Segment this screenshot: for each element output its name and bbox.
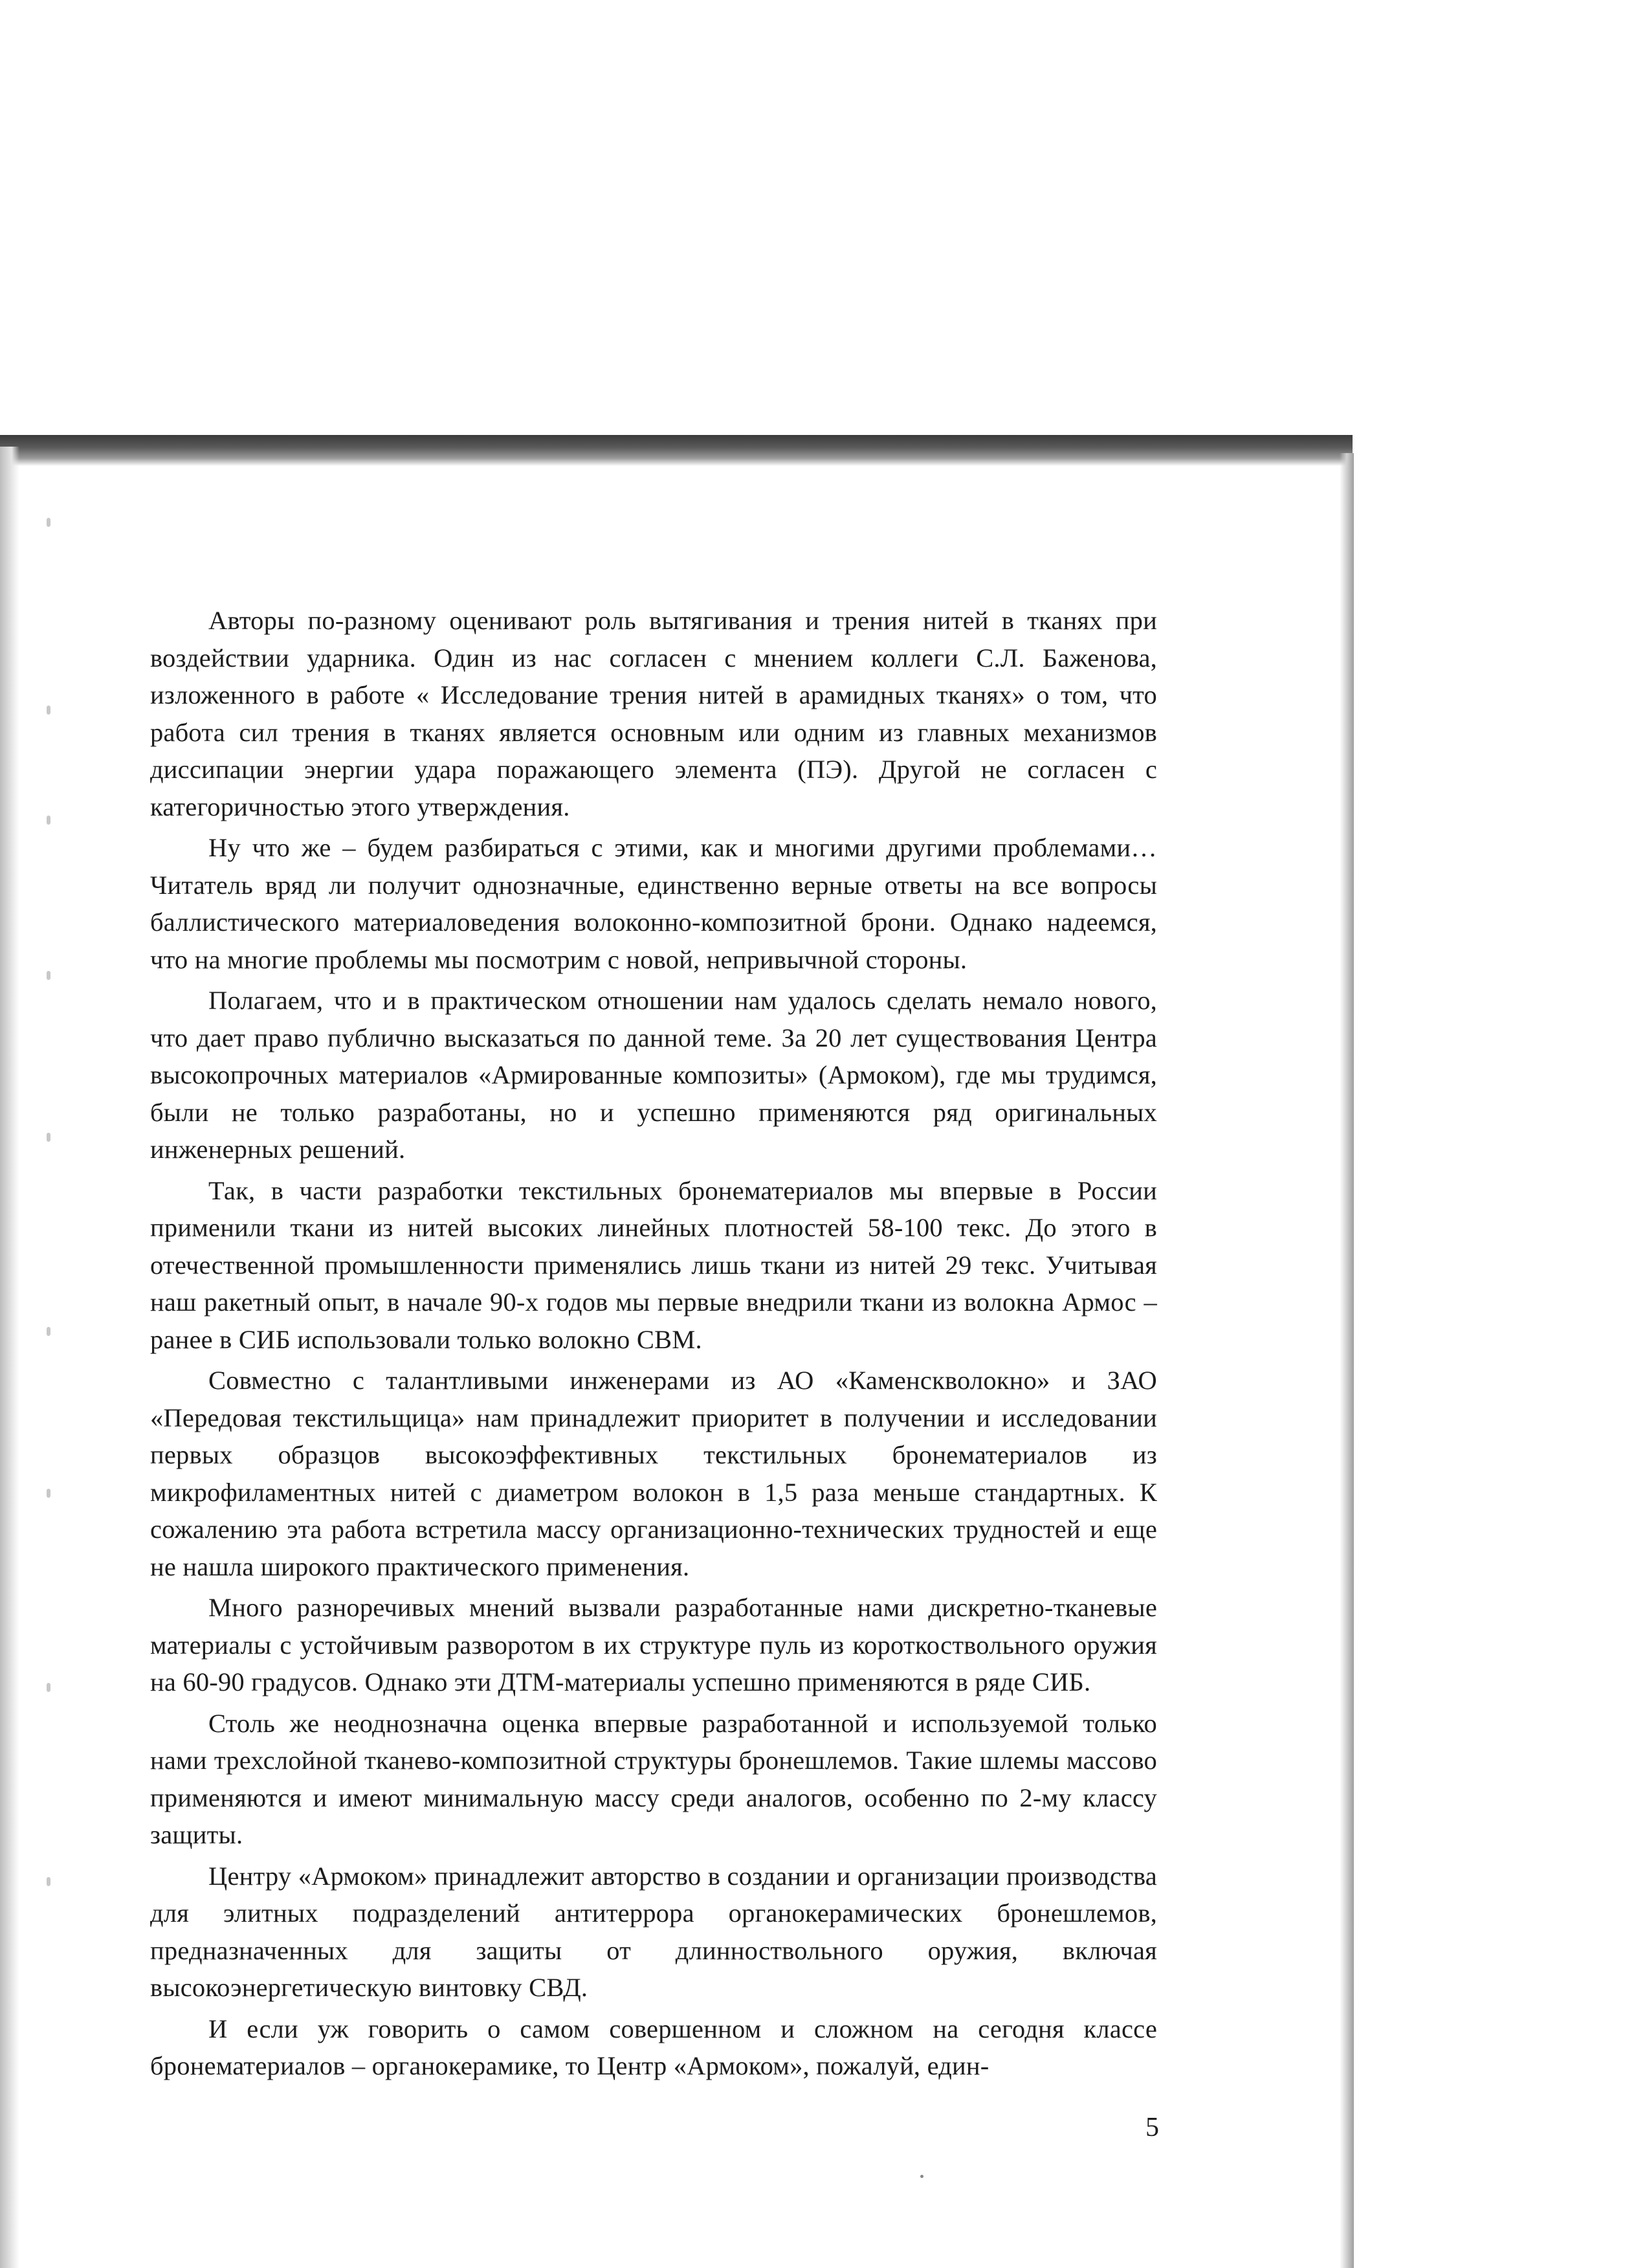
paragraph-7: Столь же неоднозначна оценка впервые разработанной и используемой только нами трехслойной тканево-композитной структуры бронешлемов. Такие шлемы массово применяются и имеют минимальную массу среди аналогов, особенно по 2-му классу защиты. — [150, 1708, 1157, 1849]
page-number: 5 — [1145, 2113, 1159, 2142]
scan-page-edge-top — [0, 435, 1353, 466]
paragraph-1: Авторы по-разному оценивают роль вытягивания и трения нитей в тканях при воздействии ударника. Один из нас согласен с мнением коллеги С.Л. Баженова, изложенного в работе « Исследование трения нитей в арамидных тканях» о том, что работа сил трения в тканях является основным или одним из главных механизмов диссипации энергии удара поражающего элемента (ПЭ). Другой не согласен с категоричностью этого утверждения. — [150, 606, 1157, 821]
scan-speck — [920, 2175, 923, 2178]
binding-marks — [47, 518, 53, 2071]
scan-page-edge-left — [0, 447, 19, 2268]
paragraph-8: Центру «Армоком» принадлежит авторство в создании и организации производства для элитных подразделений антитеррора органокерамических бронешлемов, предназначенных для защиты от длинноствольного оружия, включая высокоэнергетическую винтовку СВД. — [150, 1861, 1157, 2002]
paragraph-6: Много разноречивых мнений вызвали разработанные нами дискретно-тканевые материалы с устойчивым разворотом в их структуре пуль из короткоствольного оружия на 60-90 градусов. Однако эти ДТМ-материалы успешно применяются в ряде СИБ. — [150, 1593, 1157, 1696]
paragraph-5: Совместно с талантливыми инженерами из АО «Каменскволокно» и ЗАО «Передовая текстильщица» нам принадлежит приоритет в получении и исследовании первых образцов высокоэффективных текстильных бронематериалов из микрофиламентных нитей с диаметром волокон в 1,5 раза меньше стандартных. К сожалению эта работа встретила массу организационно-технических трудностей и еще не нашла широкого практического применения. — [150, 1366, 1157, 1581]
paragraph-9: И если уж говорить о самом совершенном и сложном на сегодня классе бронематериалов – органокерамике, то Центр «Армоком», пожалуй, един- — [150, 2014, 1157, 2080]
paragraph-3: Полагаем, что и в практическом отношении нам удалось сделать немало нового, что дает право публично высказаться по данной теме. За 20 лет существования Центра высокопрочных материалов «Армированные композиты» (Армоком), где мы трудимся, были не только разработаны, но и успешно применяются ряд оригинальных инженерных решений. — [150, 986, 1157, 1164]
scan-page-edge-right — [1340, 453, 1354, 2268]
paragraph-2: Ну что же – будем разбираться с этими, как и многими другими проблемами… Читатель вряд ли получит однозначные, единственно верные ответы на все вопросы баллистического материаловедения волоконно-композитной брони. Однако надеемся, что на многие проблемы мы посмотрим с новой, непривычной стороны. — [150, 833, 1157, 974]
paragraph-4: Так, в части разработки текстильных бронематериалов мы впервые в России применили ткани из нитей высоких линейных плотностей 58-100 текс. До этого в отечественной промышленности применялись лишь ткани из нитей 29 текс. Учитывая наш ракетный опыт, в начале 90-х годов мы первые внедрили ткани из волокна Армос – ранее в СИБ использовали только волокно СВМ. — [150, 1175, 1157, 1354]
page-body-text — [150, 602, 1157, 2089]
